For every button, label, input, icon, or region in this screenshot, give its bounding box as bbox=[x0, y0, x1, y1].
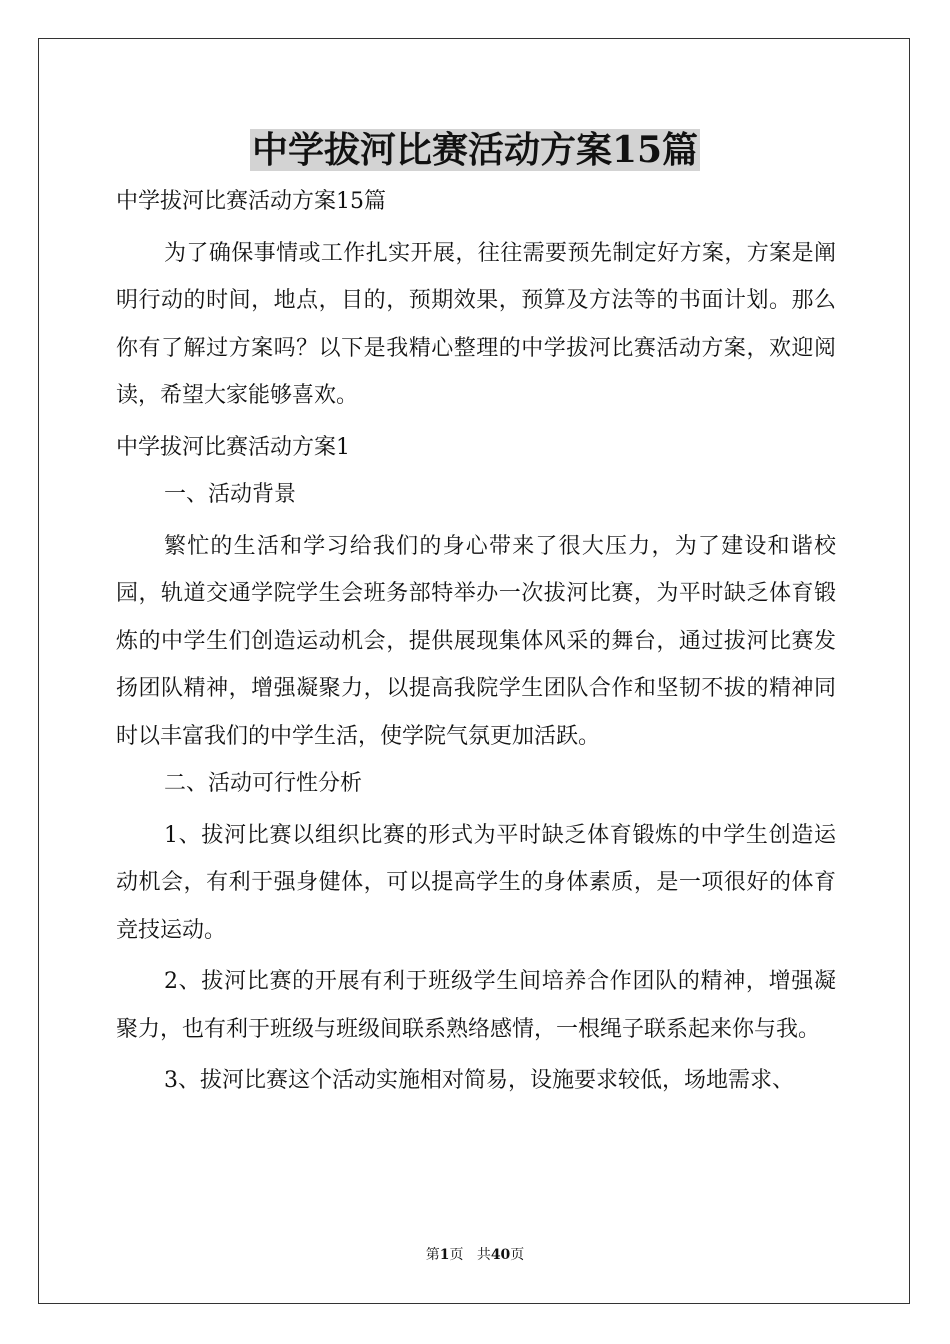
page-footer bbox=[0, 1244, 950, 1266]
footer-total-pages: 40 bbox=[490, 1247, 511, 1263]
footer-total-prefix: 共 bbox=[476, 1247, 491, 1263]
background-paragraph: 繁忙的生活和学习给我们的身心带来了很大压力，为了建设和谐校园，轨道交通学院学生会班务部特举办一次拔河比赛，为平时缺乏体育锻炼的中学生们创造运动机会，提供展现集体风采的舞台，通过拔河比赛发扬团队精神，增强凝聚力，以提高我院学生团队合作和坚韧不拔的精神同时以丰富我们的中学生活，使学院气氛更加活跃。 bbox=[116, 533, 836, 749]
intro-paragraph: 为了确保事情或工作扎实开展，往往需要预先制定好方案，方案是阐明行动的时间，地点，目的，预期效果，预算及方法等的书面计划。那么你有了解过方案吗？以下是我精心整理的中学拔河比赛活动方案，欢迎阅读，希望大家能够喜欢。 bbox=[116, 240, 836, 408]
footer-prefix: 第 bbox=[425, 1247, 440, 1263]
subsection-heading: 二、活动可行性分析 bbox=[164, 771, 363, 796]
document-body bbox=[116, 178, 836, 1105]
analysis-item-2: 2、拔河比赛的开展有利于班级学生间培养合作团队的精神，增强凝聚力，也有利于班级与班级间联系熟络感情，一根绳子联系起来你与我。 bbox=[116, 969, 836, 1042]
section-heading: 中学拔河比赛活动方案1 bbox=[116, 434, 350, 460]
document-title bbox=[0, 122, 950, 178]
footer-page-unit: 页 bbox=[449, 1247, 464, 1263]
subsection-heading: 一、活动背景 bbox=[164, 482, 297, 507]
footer-page-number: 1 bbox=[439, 1247, 450, 1263]
analysis-item-1: 1、拔河比赛以组织比赛的形式为平时缺乏体育锻炼的中学生创造运动机会，有利于强身健体，可以提高学生的身体素质，是一项很好的体育竞技运动。 bbox=[116, 822, 836, 943]
footer-total-unit: 页 bbox=[510, 1247, 525, 1263]
subtitle-line: 中学拔河比赛活动方案15篇 bbox=[116, 189, 386, 214]
document-title-text: 中学拔河比赛活动方案15篇 bbox=[251, 129, 699, 171]
analysis-item-3: 3、拔河比赛这个活动实施相对简易，设施要求较低，场地需求、 bbox=[164, 1068, 794, 1093]
